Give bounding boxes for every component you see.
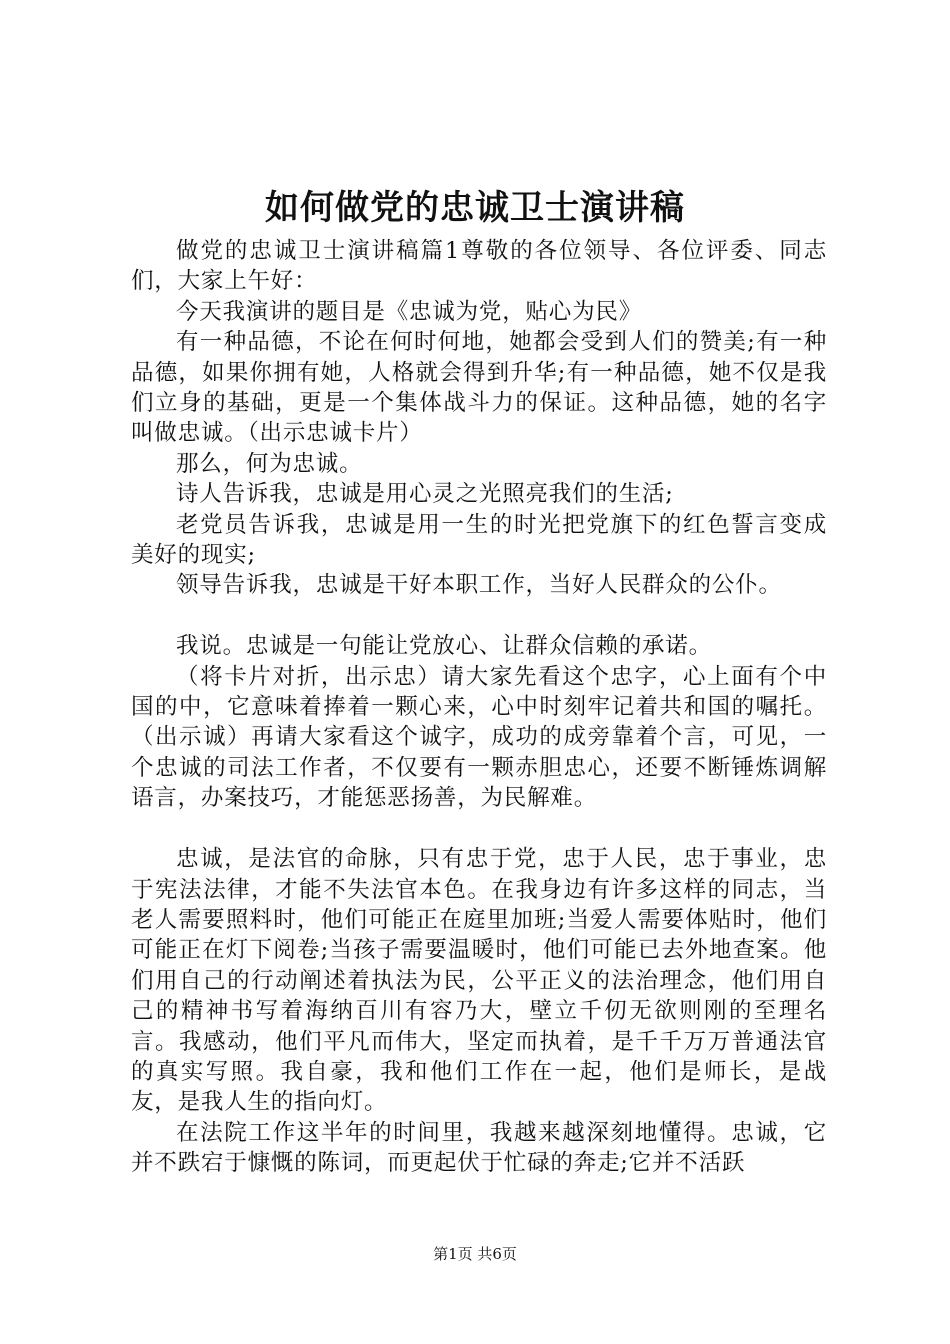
paragraph-promise: 我说。忠诚是一句能让党放心、让群众信赖的承诺。	[176, 633, 712, 660]
page-number: 第1页 共6页	[433, 1245, 517, 1263]
document-body	[131, 236, 827, 1179]
paragraph-greeting: 做党的忠诚卫士演讲稿篇1尊敬的各位领导、各位评委、同志们，大家上午好：	[131, 238, 827, 295]
paragraph-spacer	[131, 814, 827, 844]
paragraph-spacer	[131, 601, 827, 631]
paragraph-card: （将卡片对折，出示忠）请大家先看这个忠字，心上面有个中国的中，它意味着捧着一颗心来，心中时刻牢记着共和国的嘱托。（出示诚）再请大家看这个诚字，成功的成旁靠着个言，可见，一个忠诚的司法工作者，不仅要有一颗赤胆忠心，还要不断锤炼调解语言，办案技巧，才能惩恶扬善，为民解难。	[131, 663, 827, 812]
paragraph-question: 那么，何为忠诚。	[176, 450, 363, 477]
paragraph-poet: 诗人告诉我，忠诚是用心灵之光照亮我们的生活;	[176, 481, 674, 508]
paragraph-leader: 领导告诉我，忠诚是干好本职工作，当好人民群众的公仆。	[176, 572, 782, 599]
paragraph-topic: 今天我演讲的题目是《忠诚为党，贴心为民》	[176, 298, 643, 325]
document-title: 如何做党的忠诚卫士演讲稿	[265, 188, 685, 228]
paragraph-judges: 忠诚，是法官的命脉，只有忠于党，忠于人民，忠于事业，忠于宪法法律，才能不失法官本色。在我身边有许多这样的同志，当老人需要照料时，他们可能正在庭里加班;当爱人需要体贴时，他们可能正在灯下阅卷;当孩子需要温暖时，他们可能已去外地查案。他们用自己的行动阐述着执法为民，公平正义的法治理念，他们用自己的精神书写着海纳百川有容乃大，壁立千仞无欲则刚的至理名言。我感动，他们平凡而伟大，坚定而执着，是千千万万普通法官的真实写照。我自豪，我和他们工作在一起，他们是师长，是战友，是我人生的指向灯。	[131, 846, 827, 1116]
paragraph-virtue: 有一种品德，不论在何时何地，她都会受到人们的赞美;有一种品德，如果你拥有她，人格就会得到升华;有一种品德，她不仅是我们立身的基础，更是一个集体战斗力的保证。这种品德，她的名字叫做忠诚。（出示忠诚卡片）	[131, 329, 827, 447]
paragraph-court-work: 在法院工作这半年的时间里，我越来越深刻地懂得。忠诚，它并不跌宕于慷慨的陈词，而更起伏于忙碌的奔走;它并不活跃	[131, 1119, 827, 1177]
paragraph-veteran: 老党员告诉我，忠诚是用一生的时光把党旗下的红色誓言变成美好的现实;	[131, 511, 827, 569]
